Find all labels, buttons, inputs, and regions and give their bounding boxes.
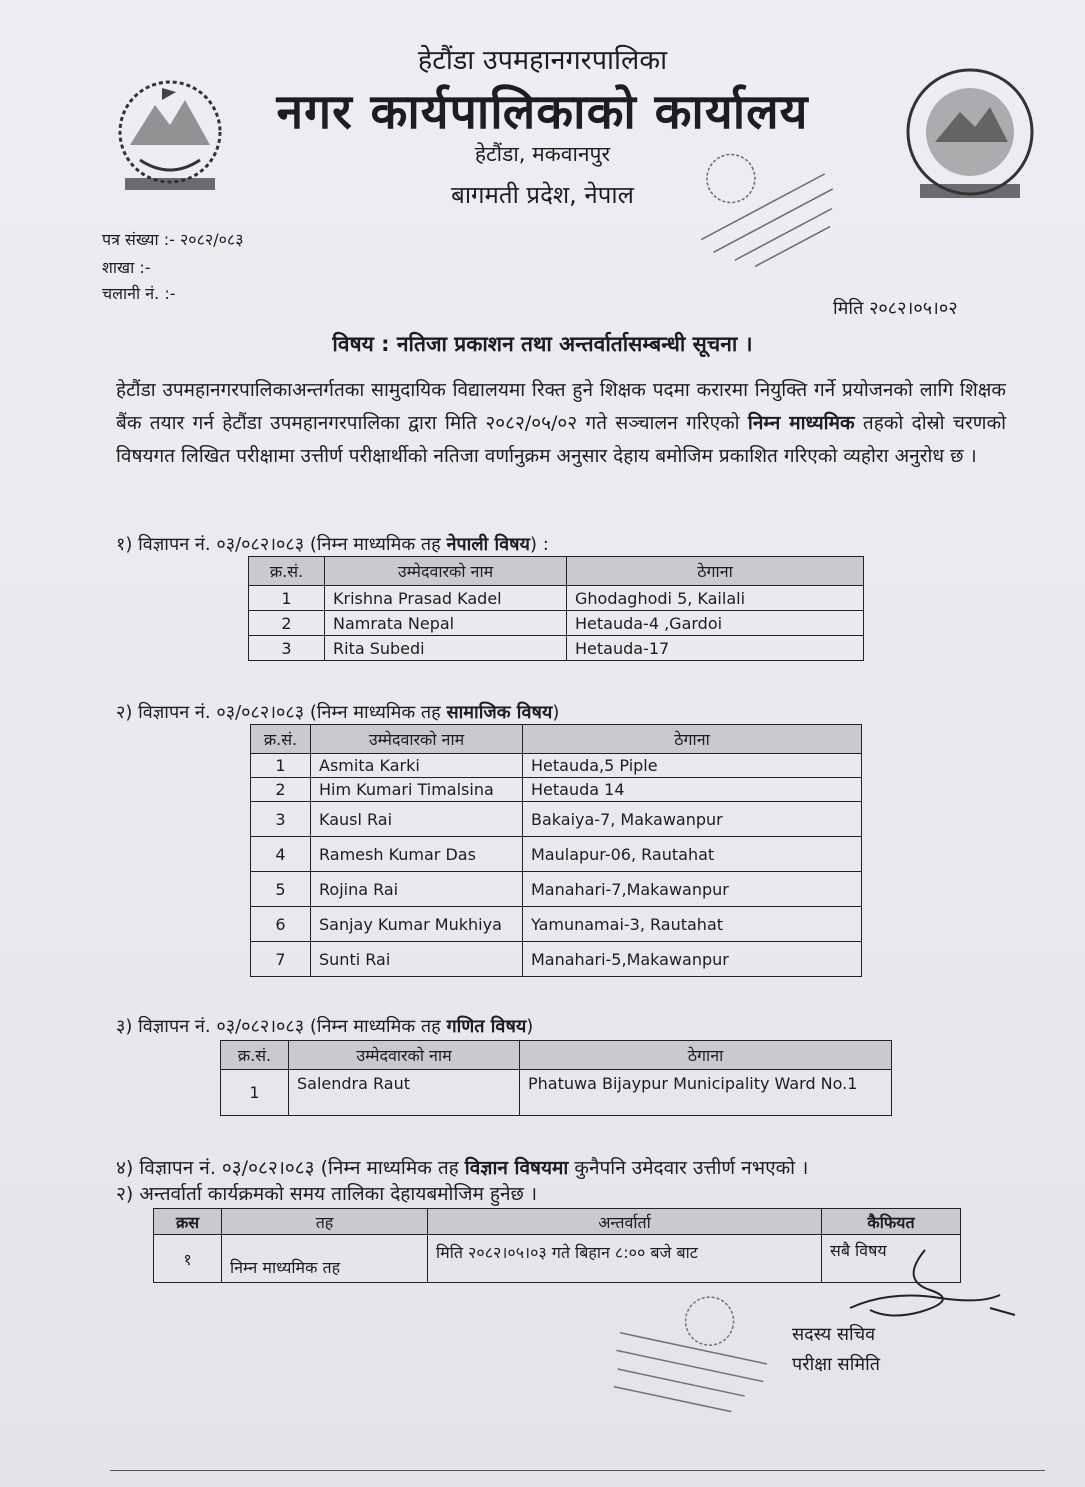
dispatch-number: चलानी नं. :- [102,284,176,303]
table-row [251,802,862,837]
table-row [251,754,862,778]
section-1-table [248,556,864,661]
section-3-subject: गणित विषय [446,1016,527,1037]
section-2-prefix: २) विज्ञापन नं. ०३/०८२।०८३ (निम्न माध्यमिक तह [116,702,447,723]
cell-sn: १ [154,1235,222,1283]
notice-body-bold: निम्न माध्यमिक [747,412,855,434]
cell-address: Hetauda 14 [523,778,862,802]
col-header-name: उम्मेदवारको नाम [325,557,567,586]
cell-address: Manahari-7,Makawanpur [523,872,862,907]
table-row [251,907,862,942]
section-2-title [116,700,559,724]
col-header-address: ठेगाना [567,557,864,586]
office-location: हेटौंडा, मकवानपुर [474,142,611,166]
cell-sn: 1 [251,754,311,778]
table-row [251,778,862,802]
col-header-sn: क्र.सं. [249,557,325,586]
col-header-level: तह [222,1209,428,1235]
col-header-sn: क्र.सं. [251,725,311,754]
cell-address: Phatuwa Bijaypur Municipality Ward No.1 [520,1070,892,1116]
col-header-sn: क्र.सं. [221,1041,289,1070]
cell-name: Ramesh Kumar Das [311,837,523,872]
signatory-committee: परीक्षा समिति [792,1354,881,1375]
cell-address: Manahari-5,Makawanpur [523,942,862,977]
cell-sn: 3 [251,802,311,837]
cell-sn: 1 [249,586,325,611]
cell-address: Hetauda-17 [567,636,864,661]
cell-sn: 2 [251,778,311,802]
notice-body-part1: हेटौंडा उपमहानगरपालिकाअन्तर्गतका सामुदायिक विद्यालयमा रिक्त हुने शिक्षक पदमा करारमा नियुक्ति गर्ने प्रयोजनको लागि शिक्षक बैंक तयार गर्न हेटौंडा उपमहानगरपालिका द्वारा मिति २०८२/०५/०२ गते सञ्चालन गरिएको [116,379,1006,434]
cell-name: Sanjay Kumar Mukhiya [311,907,523,942]
cell-remarks: सबै विषय [822,1235,961,1283]
municipality-name: हेटौंडा उपमहानगरपालिका [417,45,668,76]
cell-name: Salendra Raut [289,1070,520,1116]
col-header-address: ठेगाना [520,1041,892,1070]
table-row [221,1070,892,1116]
letter-number: पत्र संख्या :- २०८२/०८३ [102,230,244,249]
interview-intro: २) अन्तर्वार्ता कार्यक्रमको समय तालिका देहायबमोजिम हुनेछ । [116,1183,538,1205]
cell-sn: 1 [221,1070,289,1116]
section-4-prefix: ४) विज्ञापन नं. ०३/०८२।०८३ (निम्न माध्यमिक तह [116,1157,465,1179]
cell-sn: 5 [251,872,311,907]
section-3-prefix: ३) विज्ञापन नं. ०३/०८२।०८३ (निम्न माध्यमिक तह [116,1016,447,1037]
section-2-table [250,724,862,977]
bottom-divider [110,1470,1045,1471]
cell-name: Sunti Rai [311,942,523,977]
branch: शाखा :- [102,258,151,277]
col-header-name: उम्मेदवारको नाम [311,725,523,754]
cell-name: Krishna Prasad Kadel [325,586,567,611]
cell-address: Yamunamai-3, Rautahat [523,907,862,942]
notice-body-part2: तहको दोस्रो चरणको विषयगत लिखित परीक्षामा उत्तीर्ण परीक्षार्थीको नतिजा वर्णानुक्रम अनुसार देहाय बमोजिम प्रकाशित गरिएको व्यहोरा अनुरोध छ । [116,412,1006,467]
cell-address: Hetauda-4 ,Gardoi [567,611,864,636]
table-row [249,586,864,611]
office-title: नगर कार्यपालिकाको कार्यालय [276,84,809,140]
section-1-subject: नेपाली विषय [446,534,530,555]
cell-sn: 6 [251,907,311,942]
section-1-title [116,532,549,556]
section-2-subject: सामाजिक विषय [446,702,553,723]
cell-interview-time: मिति २०८२।०५।०३ गते बिहान ८:०० बजे बाट [428,1235,822,1283]
date: मिति २०८२।०५।०२ [833,298,958,319]
cell-name: Namrata Nepal [325,611,567,636]
province-country: बागमती प्रदेश, नेपाल [451,181,634,209]
table-row [249,636,864,661]
section-3-suffix: ) [526,1016,534,1037]
notice-body [116,374,1006,473]
cell-address: Bakaiya-7, Makawanpur [523,802,862,837]
signatory-title: सदस्य सचिव [792,1324,876,1345]
section-3-title [116,1014,533,1038]
table-row [251,837,862,872]
section-4-note [116,1154,808,1180]
table-row [249,611,864,636]
table-row [251,872,862,907]
table-row [251,942,862,977]
cell-name: Asmita Karki [311,754,523,778]
section-3-table [220,1040,892,1116]
cell-name: Kausl Rai [311,802,523,837]
office-stamp-icon [680,130,850,270]
cell-level: निम्न माध्यमिक तह [222,1235,428,1283]
cell-name: Him Kumari Timalsina [311,778,523,802]
cell-name: Rojina Rai [311,872,523,907]
subject-line: विषय : नतिजा प्रकाशन तथा अन्तर्वार्तासम्बन्धी सूचना । [332,332,753,356]
section-4-subject: विज्ञान विषयमा [464,1157,569,1179]
cell-name: Rita Subedi [325,636,567,661]
col-header-remarks: कैफियत [822,1209,961,1235]
cell-address: Hetauda,5 Piple [523,754,862,778]
cell-sn: 3 [249,636,325,661]
cell-address: Maulapur-06, Rautahat [523,837,862,872]
col-header-name: उम्मेदवारको नाम [289,1041,520,1070]
cell-sn: 7 [251,942,311,977]
office-stamp-bottom-icon [600,1290,780,1440]
section-1-prefix: १) विज्ञापन नं. ०३/०८२।०८३ (निम्न माध्यमिक तह [116,534,447,555]
col-header-interview: अन्तर्वार्ता [428,1209,822,1235]
col-header-sn: क्रस [154,1209,222,1235]
cell-address: Ghodaghodi 5, Kailali [567,586,864,611]
col-header-address: ठेगाना [523,725,862,754]
section-1-suffix: ) : [529,534,549,555]
signature-icon [830,1240,1030,1330]
section-2-suffix: ) [552,702,560,723]
cell-sn: 4 [251,837,311,872]
section-4-suffix: कुनैपनि उमेदवार उत्तीर्ण नभएको । [568,1157,809,1179]
cell-sn: 2 [249,611,325,636]
